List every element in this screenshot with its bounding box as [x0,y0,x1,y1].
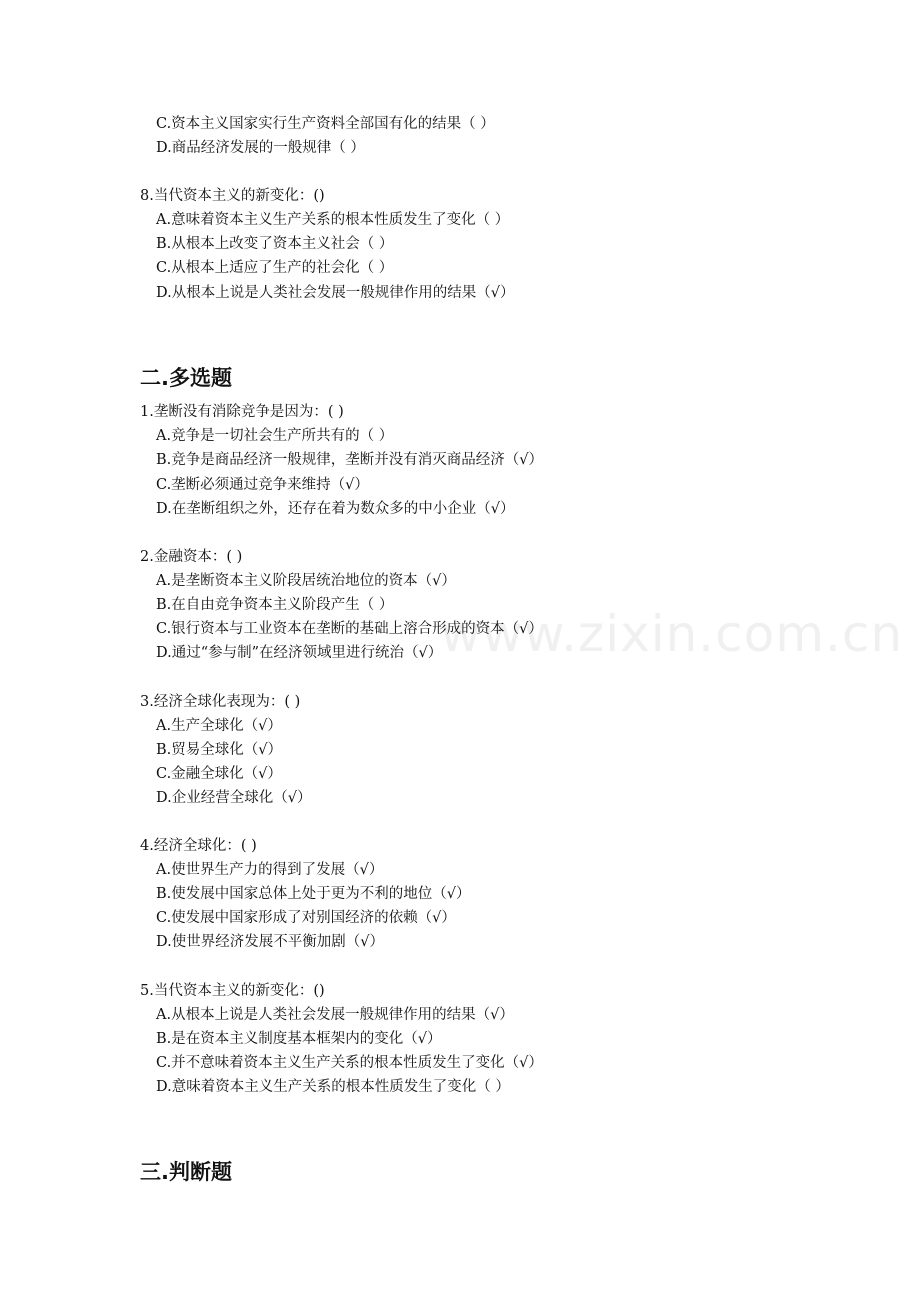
mc-question-4-option-a: A.使世界生产力的得到了发展（√） [156,862,384,878]
mc-question-3-stem: 3.经济全球化表现为：( ) [140,694,301,710]
section-title-true-false: 三.判断题 [140,1160,232,1184]
mc-question-4-option-c: C.使发展中国家形成了对别国经济的依赖（√） [156,910,456,926]
section-title-multiple-choice: 二.多选题 [140,366,232,390]
mc-question-5-option-a: A.从根本上说是人类社会发展一般规律作用的结果（√） [156,1007,514,1023]
mc-question-2-option-c: C.银行资本与工业资本在垄断的基础上溶合形成的资本（√） [156,621,543,637]
mc-question-5-stem: 5.当代资本主义的新变化：() [140,983,325,999]
mc-question-2-option-b: B.在自由竞争资本主义阶段产生（ ） [156,597,394,613]
mc-question-2-option-a: A.是垄断资本主义阶段居统治地位的资本（√） [156,573,456,589]
mc-question-4-option-b: B.使发展中国家总体上处于更为不利的地位（√） [156,886,471,902]
question-8-option-c: C.从根本上适应了生产的社会化（ ） [156,260,394,276]
question-8-option-a: A.意味着资本主义生产关系的根本性质发生了变化（ ） [156,212,510,228]
mc-question-5-option-d: D.意味着资本主义生产关系的根本性质发生了变化（ ） [156,1079,510,1095]
mc-question-1-option-b: B.竞争是商品经济一般规律，垄断并没有消灭商品经济（√） [156,452,544,468]
prev-option-d: D.商品经济发展的一般规律（ ） [156,140,365,156]
question-8-option-d: D.从根本上说是人类社会发展一般规律作用的结果（√） [156,285,515,301]
mc-question-3-option-b: B.贸易全球化（√） [156,742,283,758]
mc-question-1-stem: 1.垄断没有消除竞争是因为：( ) [140,404,344,420]
question-8-option-b: B.从根本上改变了资本主义社会（ ） [156,236,394,252]
prev-option-c: C.资本主义国家实行生产资料全部国有化的结果（ ） [156,116,495,132]
mc-question-2-option-d: D.通过“参与制”在经济领域里进行统治（√） [156,645,443,661]
mc-question-4-option-d: D.使世界经济发展不平衡加剧（√） [156,934,384,950]
mc-question-5-option-b: B.是在资本主义制度基本框架内的变化（√） [156,1031,442,1047]
mc-question-3-option-c: C.金融全球化（√） [156,766,282,782]
mc-question-4-stem: 4.经济全球化：( ) [140,838,257,854]
mc-question-3-option-d: D.企业经营全球化（√） [156,790,312,806]
mc-question-1-option-d: D.在垄断组织之外，还存在着为数众多的中小企业（√） [156,501,515,517]
mc-question-1-option-c: C.垄断必须通过竞争来维持（√） [156,477,369,493]
mc-question-1-option-a: A.竞争是一切社会生产所共有的（ ） [156,428,394,444]
question-8-stem: 8.当代资本主义的新变化：() [140,188,325,204]
mc-question-3-option-a: A.生产全球化（√） [156,718,282,734]
mc-question-2-stem: 2.金融资本：( ) [140,549,243,565]
mc-question-5-option-c: C.并不意味着资本主义生产关系的根本性质发生了变化（√） [156,1055,543,1071]
watermark: www.zixin.com.cn [440,605,904,663]
